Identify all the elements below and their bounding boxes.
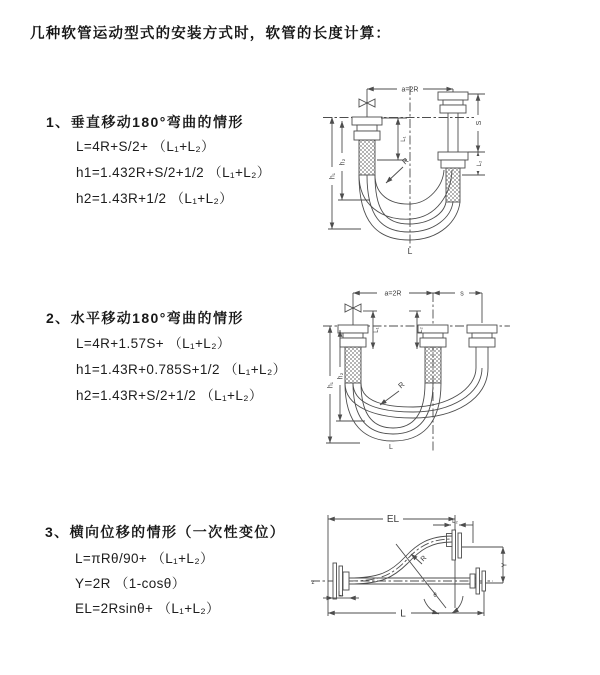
valve-icon	[359, 89, 375, 117]
length-label: L	[407, 246, 413, 256]
diagram-horizontal-180-bend	[315, 283, 595, 463]
right-pipe-fitting-lower	[438, 152, 468, 168]
left-braided-hose	[359, 140, 375, 175]
chord-line	[396, 544, 446, 608]
formula-line: L=πRθ/90+ （L₁+L₂）	[75, 551, 214, 566]
s-label: s	[460, 290, 464, 298]
section-lateral-displacement	[45, 522, 285, 621]
y-label: Y	[501, 562, 509, 568]
left-braided-hose	[345, 347, 361, 383]
formula-line: Y=2R （1-cosθ）	[75, 576, 186, 591]
formula-line: h2=1.43R+1/2 （L₁+L₂）	[76, 191, 234, 206]
upper-flange	[447, 530, 462, 560]
length-label: L	[400, 608, 406, 620]
radius-leader	[380, 391, 399, 405]
z-label: z	[311, 580, 315, 586]
formula-line: L=4R+1.57S+ （L₁+L₂）	[76, 336, 231, 351]
l1-label: L₁	[374, 327, 380, 333]
width-label: a=2R	[401, 86, 419, 94]
theta-label: θ	[433, 593, 437, 599]
valve-icon	[345, 293, 361, 325]
section-2-heading: 2、水平移动180°弯曲的情形	[46, 310, 244, 326]
page-title: 几种软管运动型式的安装方式时，软管的长度计算：	[30, 26, 392, 42]
formula-line: h1=1.432R+S/2+1/2 （L₁+L₂）	[76, 165, 271, 180]
radius-label: R	[396, 379, 407, 391]
formula-line: h2=1.43R+S/2+1/2 （L₁+L₂）	[76, 388, 263, 403]
section-2-formulas	[76, 331, 287, 409]
middle-braided-hose	[425, 347, 441, 383]
l1-label: L₁	[338, 591, 344, 598]
radius-leader	[386, 167, 403, 183]
diagram-3-drawing	[303, 498, 600, 658]
right-flange	[470, 568, 486, 594]
diagram-2-drawing	[315, 283, 595, 463]
formula-line: L=4R+S/2+ （L₁+L₂）	[76, 139, 215, 154]
left-pipe-fitting	[352, 117, 382, 140]
right-pipe-tube	[476, 347, 488, 368]
section-vertical-movement	[46, 112, 271, 212]
l2-label: L₂	[452, 519, 458, 525]
radius-label: R	[419, 554, 429, 564]
section-3-heading: 3、横向位移的情形（一次性变位）	[45, 524, 286, 540]
h1-label: h₁	[329, 172, 337, 180]
s-curve-hose	[349, 536, 452, 584]
left-pipe-fitting	[338, 325, 368, 347]
l2-label: L₂	[418, 327, 424, 333]
section-1-formulas	[76, 134, 271, 212]
s-label: S	[476, 120, 483, 126]
diagram-lateral-displacement	[303, 498, 600, 658]
diagram-1-drawing	[315, 72, 595, 257]
section-horizontal-movement	[46, 308, 287, 409]
radius-label: R	[400, 155, 411, 167]
diagram-vertical-180-bend	[315, 72, 595, 257]
formula-line: h1=1.43R+0.785S+1/2 （L₁+L₂）	[76, 362, 287, 377]
h2-label: h₂	[337, 372, 345, 380]
el-label: EL	[386, 514, 400, 525]
hose-bend-arcs	[359, 170, 460, 240]
right-pipe-fitting	[467, 325, 497, 347]
right-pipe-tube	[448, 113, 458, 152]
section-3-formulas	[75, 546, 285, 621]
section-1-heading: 1、垂直移动180°弯曲的情形	[46, 114, 244, 130]
l2-label: L₂	[477, 160, 483, 167]
right-braided-hose	[446, 168, 460, 202]
hose-bend-arcs	[345, 368, 488, 441]
h1-label: h₁	[327, 381, 335, 389]
length-label: L	[389, 444, 393, 451]
right-pipe-fitting-upper	[438, 92, 468, 113]
h2-label: h₂	[339, 158, 347, 166]
dimension-el	[328, 515, 455, 616]
l1-label: L₁	[401, 136, 407, 142]
width-label: a=2R	[384, 290, 402, 298]
formula-line: EL=2Rsinθ+ （L₁+L₂）	[75, 601, 220, 616]
dimension-s	[433, 290, 482, 323]
